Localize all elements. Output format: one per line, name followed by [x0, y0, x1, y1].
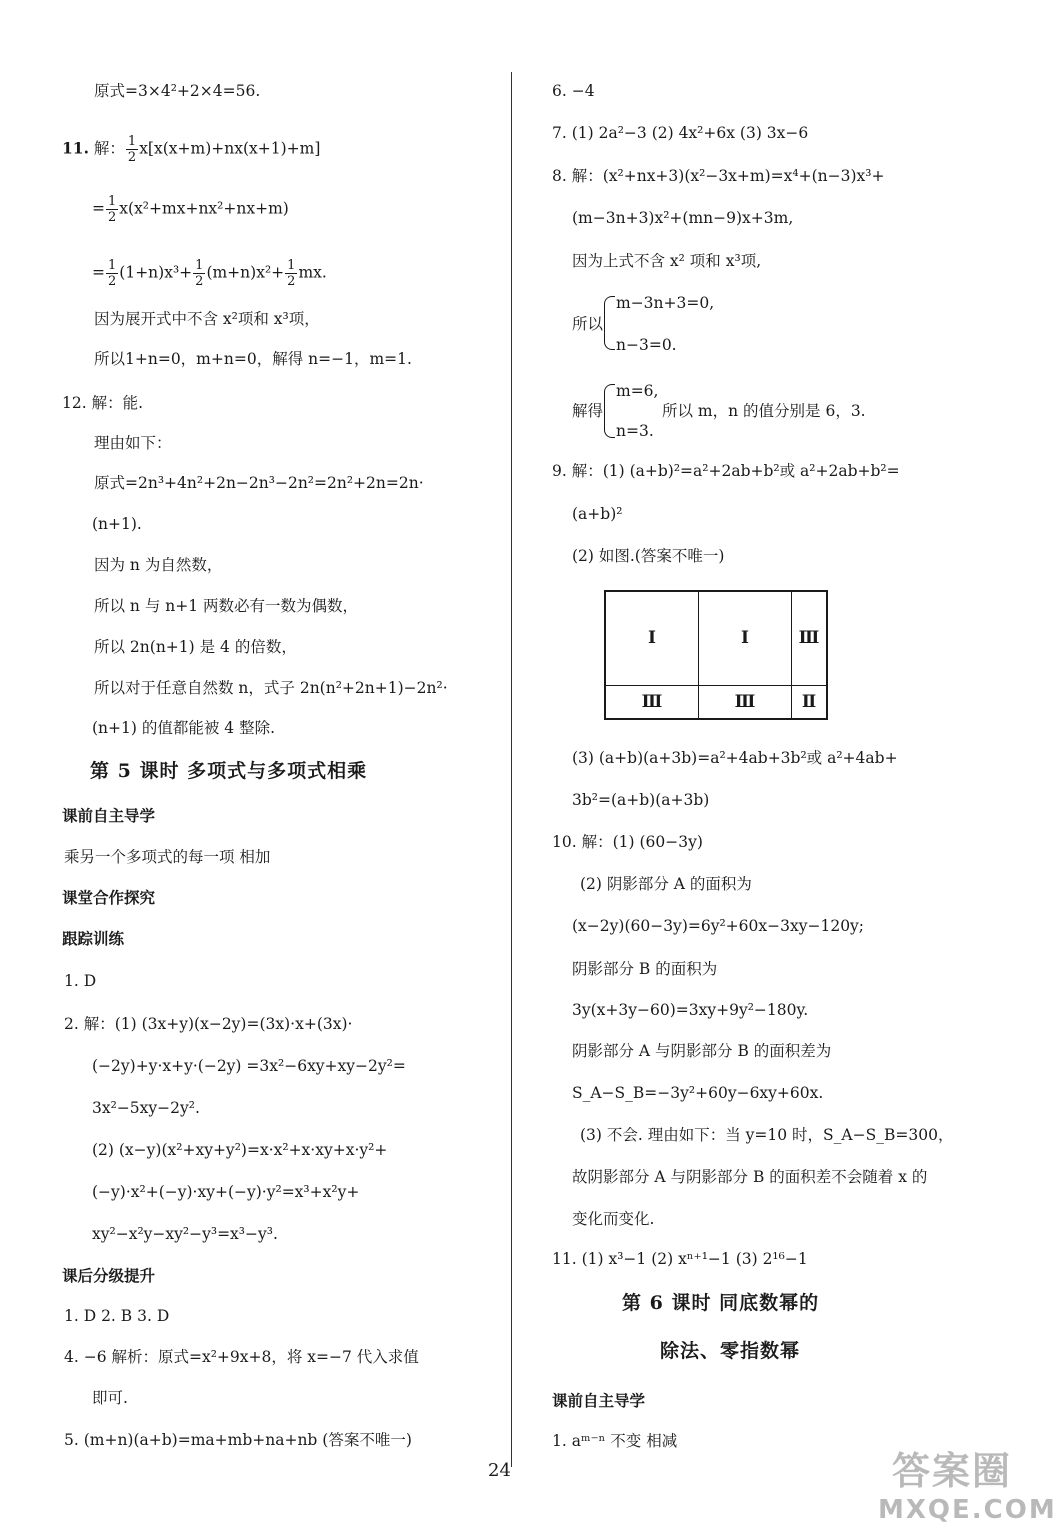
text-line: 1. D 2. B 3. D — [64, 1307, 170, 1325]
equation-line: m=6, — [616, 382, 659, 400]
text-line: 3y(x+3y−60)=3xy+9y²−180y. — [572, 1001, 809, 1019]
text-line: 因为展开式中不含 x²项和 x³项， — [94, 310, 320, 328]
text-line: 1. aᵐ⁻ⁿ 不变 相减 — [552, 1432, 678, 1450]
text-line: 所以 m，n 的值分别是 6，3. — [662, 402, 866, 420]
text-line: 因为 n 为自然数， — [94, 556, 223, 574]
text-line: 所以 — [572, 315, 604, 333]
text-line: 所以对于任意自然数 n，式子 2n(n²+2n+1)−2n²· — [94, 679, 448, 697]
equation-line: n−3=0. — [616, 336, 677, 354]
text-line: 理由如下： — [94, 434, 172, 452]
text-line: 即可. — [92, 1389, 128, 1407]
text-line: 阴影部分 B 的面积为 — [572, 960, 718, 978]
equation-line: m−3n+3=0, — [616, 294, 715, 312]
text-line: 所以1+n=0，m+n=0，解得 n=−1，m=1. — [94, 350, 412, 368]
text-line: 9. 解：(1) (a+b)²=a²+2ab+b²或 a²+2ab+b²= — [552, 462, 900, 480]
text-line: (−y)·x²+(−y)·xy+(−y)·y²=x³+x²y+ — [92, 1183, 360, 1201]
text-line: S_A−S_B=−3y²+60y−6xy+60x. — [572, 1084, 824, 1102]
text-line: 原式=2n³+4n²+2n−2n³−2n²=2n²+2n=2n· — [94, 474, 424, 492]
text-line: 10. 解：(1) (60−3y) — [552, 833, 703, 851]
text-line: 阴影部分 A 与阴影部分 B 的面积差为 — [572, 1042, 832, 1060]
text-line: 原式=3×4²+2×4=56. — [94, 82, 261, 100]
left-brace — [604, 296, 615, 350]
figure-cell: Ⅰ — [605, 591, 699, 685]
text-line: 3x²−5xy−2y². — [92, 1099, 200, 1117]
text-line: (n+1) 的值都能被 4 整除. — [92, 719, 275, 737]
section-title: 课堂合作探究 — [62, 888, 156, 907]
section-title: 课前自主导学 — [552, 1391, 646, 1410]
problem-11-line-2: = $\frac{1}{2}$ x(x²+mx+nx²+nx+m) — [92, 194, 289, 225]
text-line: 解得 — [572, 402, 604, 420]
column-divider — [511, 72, 512, 1467]
problem-12-line: 12. 解：能. — [62, 394, 144, 412]
text-line: (−2y)+y·x+y·(−2y) =3x²−6xy+xy−2y²= — [92, 1057, 406, 1075]
area-figure — [604, 590, 828, 720]
text-line: 2. 解：(1) (3x+y)(x−2y)=(3x)·x+(3x)· — [64, 1015, 353, 1033]
lesson-5-heading: 第 5 课时 多项式与多项式相乘 — [90, 760, 368, 782]
figure-cell: Ⅰ — [699, 591, 792, 685]
text-line: (2) (x−y)(x²+xy+y²)=x·x²+x·xy+x·y²+ — [92, 1141, 388, 1159]
text-line: 变化而变化. — [572, 1210, 655, 1228]
section-title: 跟踪训练 — [62, 929, 125, 948]
figure-cell: Ⅲ — [792, 591, 828, 685]
text-line: (a+b)² — [572, 505, 623, 523]
figure-cell: Ⅲ — [699, 685, 792, 719]
figure-cell: Ⅲ — [605, 685, 699, 719]
text-line: 故阴影部分 A 与阴影部分 B 的面积差不会随着 x 的 — [572, 1168, 928, 1186]
text-line: 4. −6 解析：原式=x²+9x+8，将 x=−7 代入求值 — [64, 1348, 419, 1366]
text-line: 乘另一个多项式的每一项 相加 — [64, 848, 271, 866]
lesson-6-heading-line-1: 第 6 课时 同底数幂的 — [622, 1292, 820, 1314]
text-line: xy²−x²y−xy²−y³=x³−y³. — [92, 1225, 278, 1243]
text-line: 7. (1) 2a²−3 (2) 4x²+6x (3) 3x−6 — [552, 124, 809, 142]
section-title: 课前自主导学 — [62, 806, 156, 825]
text-line: 所以 2n(n+1) 是 4 的倍数， — [94, 638, 297, 656]
watermark-title: 答案圈 — [891, 1449, 1012, 1493]
problem-11-line-3: = $\frac{1}{2}$ (1+n)x³+ $\frac{1}{2}$ (m+n)x²+ $\frac{1}{2}$ mx. — [92, 258, 327, 289]
text-line: 因为上式不含 x² 项和 x³项, — [572, 252, 762, 270]
page-number: 24 — [488, 1460, 511, 1481]
text-line: 3b²=(a+b)(a+3b) — [572, 791, 710, 809]
equation-line: n=3. — [616, 422, 654, 440]
figure-cell: Ⅱ — [792, 685, 828, 719]
section-title: 课后分级提升 — [62, 1266, 156, 1285]
text-line: 所以 n 与 n+1 两数必有一数为偶数， — [94, 597, 359, 615]
text-line: (3) 不会. 理由如下：当 y=10 时，S_A−S_B=300， — [580, 1126, 954, 1144]
lesson-6-heading-line-2: 除法、零指数幂 — [660, 1340, 801, 1362]
text-line: (n+1). — [92, 515, 142, 533]
text-line: (x−2y)(60−3y)=6y²+60x−3xy−120y; — [572, 917, 865, 935]
left-brace — [604, 384, 615, 438]
text-line: 1. D — [64, 972, 97, 990]
text-line: 11. (1) x³−1 (2) xⁿ⁺¹−1 (3) 2¹⁶−1 — [552, 1250, 808, 1268]
text-line: 6. −4 — [552, 82, 595, 100]
text-line: 5. (m+n)(a+b)=ma+mb+na+nb (答案不唯一) — [64, 1431, 412, 1449]
text-line: 8. 解：(x²+nx+3)(x²−3x+m)=x⁴+(n−3)x³+ — [552, 167, 885, 185]
text-line: (2) 阴影部分 A 的面积为 — [580, 875, 752, 893]
watermark — [878, 1448, 1057, 1532]
text-line: (2) 如图.(答案不唯一) — [572, 547, 725, 565]
text-line: (m−3n+3)x²+(mn−9)x+3m, — [572, 209, 794, 227]
text-line: (3) (a+b)(a+3b)=a²+4ab+3b²或 a²+4ab+ — [572, 749, 898, 767]
watermark-url: MXQE.COM — [878, 1495, 1057, 1525]
problem-11-line-1: 11. 解： $\frac{1}{2}$ x[x(x+m)+nx(x+1)+m] — [62, 134, 321, 165]
